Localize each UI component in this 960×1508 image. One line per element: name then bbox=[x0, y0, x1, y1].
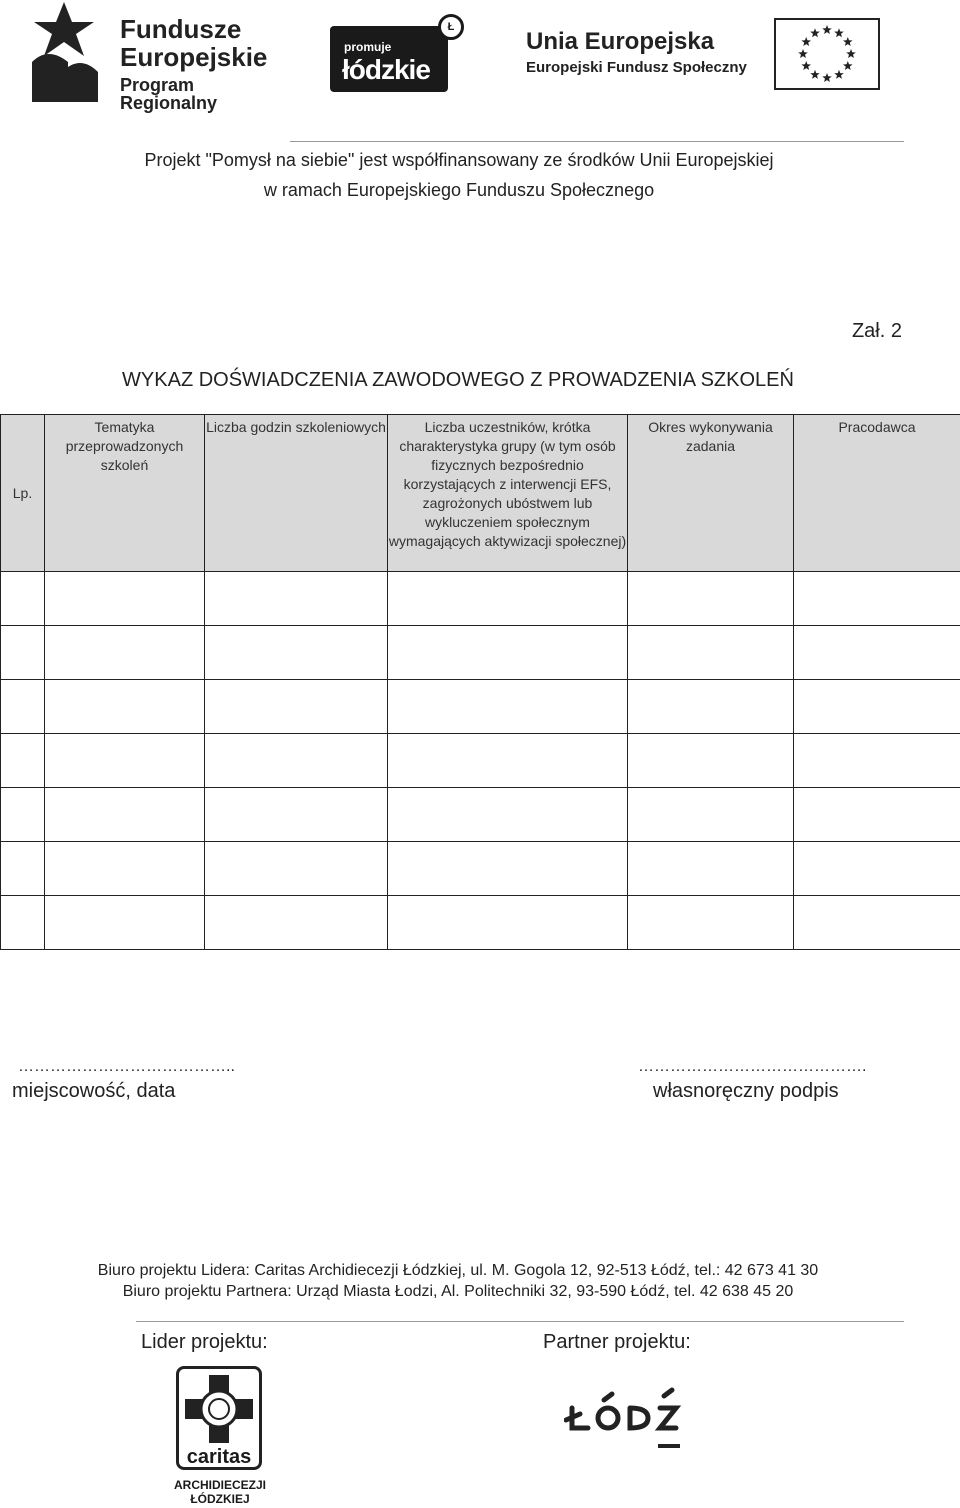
table-cell[interactable] bbox=[45, 680, 205, 734]
caritas-subtitle bbox=[164, 1478, 276, 1506]
table-cell[interactable] bbox=[205, 572, 388, 626]
table-row bbox=[1, 734, 960, 788]
signature-label: własnoręczny podpis bbox=[653, 1080, 839, 1102]
eu-star-icon bbox=[822, 73, 832, 82]
fe-logo-line3: Program Regionalny bbox=[120, 75, 218, 113]
table-cell[interactable] bbox=[628, 734, 794, 788]
promuje-big-text: łódzkie bbox=[342, 54, 430, 85]
eu-star-icon bbox=[846, 49, 856, 58]
table-cell[interactable] bbox=[794, 842, 960, 896]
partner-label: Partner projektu: bbox=[543, 1331, 691, 1353]
fe-star-icon bbox=[28, 2, 100, 102]
eu-star-icon bbox=[834, 70, 844, 79]
place-date-label: miejscowość, data bbox=[12, 1080, 176, 1102]
table-cell[interactable] bbox=[388, 788, 628, 842]
table-cell[interactable] bbox=[628, 788, 794, 842]
table-cell[interactable] bbox=[1, 572, 45, 626]
table-row bbox=[1, 680, 960, 734]
caritas-line-2: ŁÓDZKIEJ bbox=[190, 1492, 250, 1506]
lodz-logo-icon bbox=[564, 1386, 694, 1456]
footer-partner-office: Biuro projektu Partnera: Urząd Miasta Łodzi, Al. Politechniki 32, 93-590 Łódź, tel. 42 638 45 20 bbox=[122, 1283, 794, 1300]
table-cell[interactable] bbox=[628, 572, 794, 626]
fundusze-europejskie-logo bbox=[24, 0, 274, 113]
table-cell[interactable] bbox=[45, 842, 205, 896]
header-hours: Liczba godzin szkoleniowych bbox=[205, 415, 388, 572]
table-cell[interactable] bbox=[388, 734, 628, 788]
experience-table bbox=[0, 414, 960, 950]
eu-star-icon bbox=[810, 28, 820, 37]
footer-leader-office: Biuro projektu Lidera: Caritas Archidiecezji Łódzkiej, ul. M. Gogola 12, 92-513 Łódź, tel.: 42 673 41 30 bbox=[97, 1262, 819, 1279]
leader-label: Lider projektu: bbox=[141, 1331, 268, 1353]
attachment-number: Zał. 2 bbox=[851, 320, 902, 342]
eu-star-icon bbox=[798, 49, 808, 58]
table-cell[interactable] bbox=[1, 896, 45, 950]
caritas-logo bbox=[170, 1366, 270, 1506]
table-row bbox=[1, 896, 960, 950]
table-cell[interactable] bbox=[794, 788, 960, 842]
table-header-row bbox=[1, 415, 960, 572]
table-cell[interactable] bbox=[388, 572, 628, 626]
ue-logo-line1: Unia Europejska bbox=[526, 28, 715, 55]
signature-dots: ……………………………………. bbox=[638, 1058, 867, 1075]
eu-star-icon bbox=[801, 61, 811, 70]
table-cell[interactable] bbox=[1, 842, 45, 896]
eu-star-icon bbox=[843, 61, 853, 70]
table-cell[interactable] bbox=[45, 788, 205, 842]
table-cell[interactable] bbox=[794, 734, 960, 788]
table-cell[interactable] bbox=[1, 626, 45, 680]
table-cell[interactable] bbox=[388, 842, 628, 896]
table-cell[interactable] bbox=[628, 896, 794, 950]
table-cell[interactable] bbox=[45, 734, 205, 788]
eu-flag-icon bbox=[774, 18, 880, 90]
table-cell[interactable] bbox=[45, 896, 205, 950]
promuje-small-text: promuje bbox=[344, 40, 392, 54]
table-cell[interactable] bbox=[628, 680, 794, 734]
table-cell[interactable] bbox=[205, 626, 388, 680]
fe-logo-line1: Fundusze bbox=[120, 14, 242, 44]
table-cell[interactable] bbox=[388, 896, 628, 950]
table-row bbox=[1, 626, 960, 680]
eu-star-icon bbox=[810, 70, 820, 79]
zloty-coin-icon: Ł bbox=[438, 14, 464, 40]
table-cell[interactable] bbox=[45, 572, 205, 626]
place-date-dots: ………………………………….. bbox=[18, 1058, 235, 1075]
caritas-cross-icon bbox=[179, 1371, 259, 1447]
lodz-city-logo bbox=[564, 1386, 694, 1456]
document-title: WYKAZ DOŚWIADCZENIA ZAWODOWEGO Z PROWADZENIA SZKOLEŃ bbox=[122, 369, 794, 391]
table-row bbox=[1, 842, 960, 896]
table-row bbox=[1, 572, 960, 626]
table-row bbox=[1, 788, 960, 842]
header-topic: Tematyka przeprowadzonych szkoleń bbox=[45, 415, 205, 572]
table-cell[interactable] bbox=[205, 788, 388, 842]
table-cell[interactable] bbox=[794, 626, 960, 680]
table-cell[interactable] bbox=[628, 626, 794, 680]
table-cell[interactable] bbox=[628, 842, 794, 896]
project-line-1: Projekt "Pomysł na siebie" jest współfinansowany ze środków Unii Europejskiej bbox=[144, 150, 774, 170]
table-cell[interactable] bbox=[1, 734, 45, 788]
header-lp: Lp. bbox=[1, 415, 45, 572]
eu-star-icon bbox=[822, 25, 832, 34]
table-cell[interactable] bbox=[794, 680, 960, 734]
table-cell[interactable] bbox=[205, 842, 388, 896]
caritas-word: caritas bbox=[186, 1446, 252, 1468]
table-cell[interactable] bbox=[388, 680, 628, 734]
unia-europejska-logo-text bbox=[526, 30, 747, 75]
header-employer: Pracodawca bbox=[794, 415, 960, 572]
project-line-2: w ramach Europejskiego Funduszu Społecznego bbox=[263, 180, 655, 200]
footer-divider bbox=[136, 1321, 904, 1322]
table-cell[interactable] bbox=[205, 734, 388, 788]
header-participants: Liczba uczestników, krótka charakterystyka grupy (w tym osób fizycznych bezpośrednio korzystających z interwencji EFS, zagrożonych ubóstwem lub wykluczeniem społecznym wymagających aktywizacji społecznej) bbox=[388, 415, 628, 572]
table-cell[interactable] bbox=[205, 680, 388, 734]
table-cell[interactable] bbox=[1, 680, 45, 734]
caritas-line-1: ARCHIDIECEZJI bbox=[173, 1478, 266, 1492]
table-cell[interactable] bbox=[205, 896, 388, 950]
header-divider bbox=[290, 141, 904, 142]
table-cell[interactable] bbox=[45, 626, 205, 680]
ue-logo-line2: Europejski Fundusz Społeczny bbox=[526, 59, 747, 76]
table-cell[interactable] bbox=[794, 896, 960, 950]
eu-star-icon bbox=[843, 37, 853, 46]
table-cell[interactable] bbox=[794, 572, 960, 626]
promuje-lodzkie-logo bbox=[330, 14, 460, 94]
table-cell[interactable] bbox=[1, 788, 45, 842]
table-cell[interactable] bbox=[388, 626, 628, 680]
fe-logo-line2: Europejskie bbox=[120, 42, 268, 72]
header-period: Okres wykonywania zadania bbox=[628, 415, 794, 572]
eu-star-icon bbox=[801, 37, 811, 46]
eu-star-icon bbox=[834, 28, 844, 37]
